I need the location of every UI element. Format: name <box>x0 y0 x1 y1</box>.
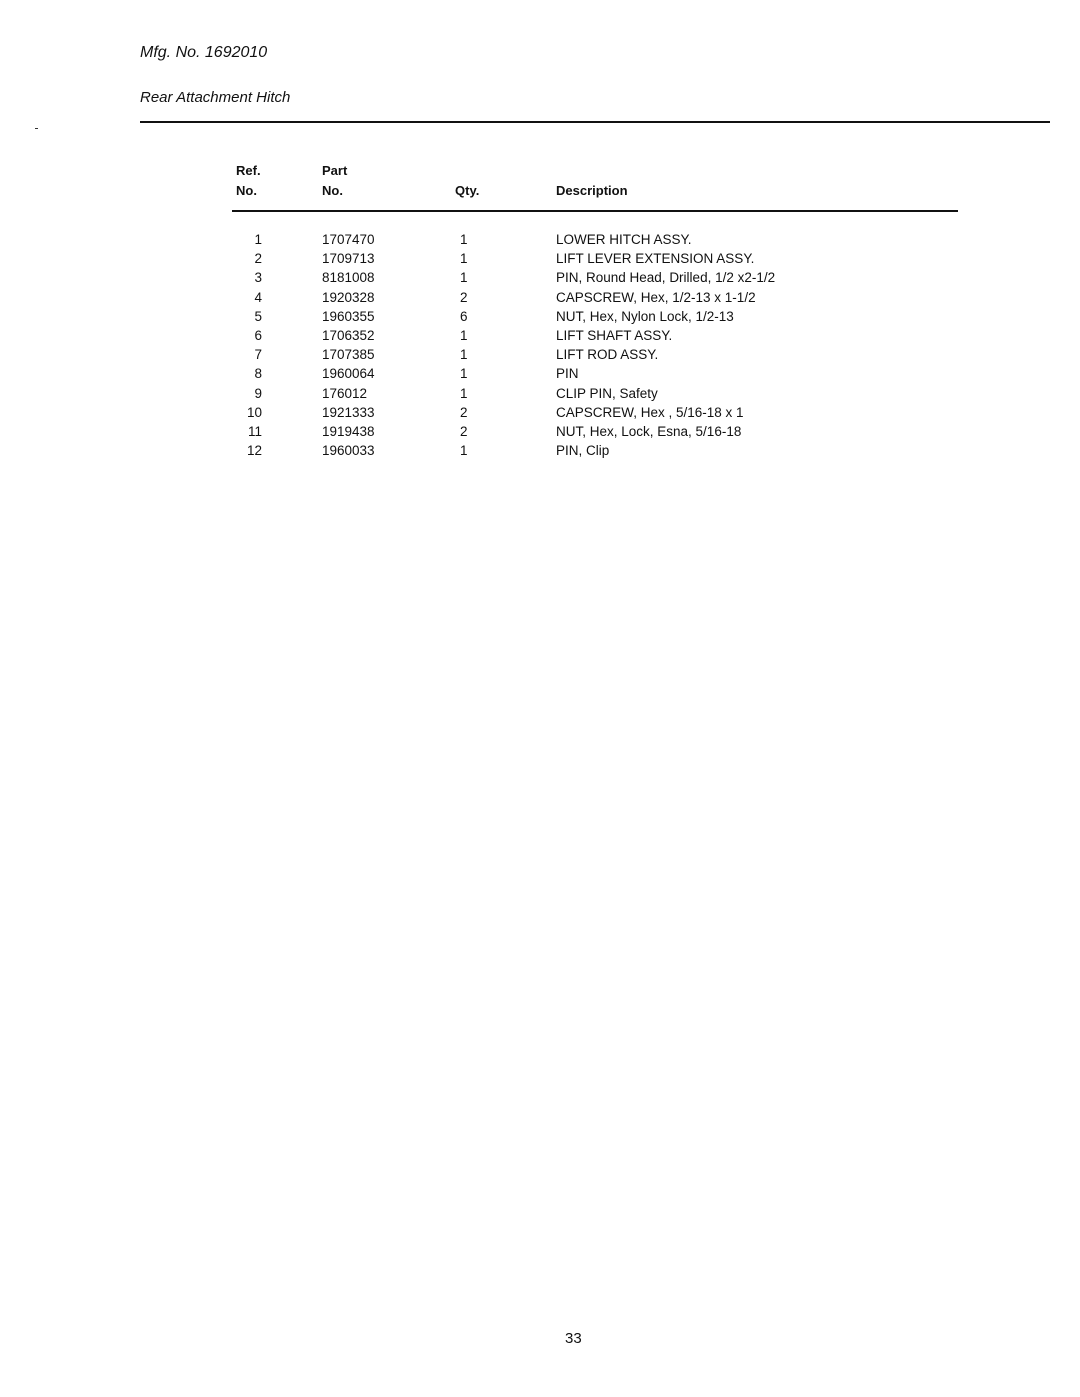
table-row <box>0 290 1080 309</box>
table-row <box>0 328 1080 347</box>
ref-number: 1 <box>254 232 262 247</box>
part-number: 1919438 <box>322 423 375 439</box>
description: NUT, Hex, Nylon Lock, 1/2-13 <box>556 308 734 324</box>
manufacturer-number: Mfg. No. 1692010 <box>140 44 268 61</box>
ref-number: 6 <box>254 327 262 343</box>
part-number: 1709713 <box>322 251 375 267</box>
description: PIN, Round Head, Drilled, 1/2 x2-1/2 <box>556 270 776 286</box>
table-row <box>0 405 1080 424</box>
description: LIFT SHAFT ASSY. <box>556 327 673 343</box>
ref-header-line1: Ref. <box>236 163 261 178</box>
table-row <box>0 309 1080 328</box>
quantity: 2 <box>460 404 468 420</box>
quantity: 1 <box>460 327 468 343</box>
page-number: 33 <box>565 1330 582 1347</box>
table-row <box>0 347 1080 366</box>
part-header-line2: No. <box>322 183 343 198</box>
part-number: 1706352 <box>322 327 375 343</box>
quantity: 1 <box>460 232 468 247</box>
ref-number: 11 <box>247 423 262 439</box>
part-number: 8181008 <box>322 270 375 286</box>
quantity: 1 <box>460 270 468 286</box>
description: CLIP PIN, Safety <box>556 385 658 401</box>
description: LIFT LEVER EXTENSION ASSY. <box>556 251 755 267</box>
header-divider <box>140 121 1050 123</box>
qty-header: Qty. <box>455 183 480 198</box>
part-number: 1921333 <box>322 404 375 420</box>
ref-number: 3 <box>254 270 262 286</box>
table-row <box>0 386 1080 405</box>
quantity: 6 <box>460 308 468 324</box>
ref-number: 4 <box>254 289 262 305</box>
description: LOWER HITCH ASSY. <box>556 232 692 247</box>
description: CAPSCREW, Hex, 1/2-13 x 1-1/2 <box>556 289 756 305</box>
ref-number: 7 <box>254 347 262 363</box>
ref-number: 8 <box>254 366 262 382</box>
quantity: 1 <box>460 366 468 382</box>
table-row <box>0 232 1080 251</box>
ref-number: 2 <box>254 251 262 267</box>
quantity: 2 <box>460 289 468 305</box>
part-header-line1: Part <box>322 163 348 178</box>
quantity: 1 <box>460 347 468 363</box>
table-row <box>0 251 1080 270</box>
description: CAPSCREW, Hex , 5/16-18 x 1 <box>556 404 744 420</box>
description: NUT, Hex, Lock, Esna, 5/16-18 <box>556 423 742 439</box>
quantity: 1 <box>460 251 468 267</box>
ref-number: 9 <box>254 385 262 401</box>
parts-table <box>0 232 1080 462</box>
quantity: 1 <box>460 443 468 459</box>
ref-header-line2: No. <box>236 183 257 198</box>
table-row <box>0 366 1080 385</box>
ref-number: 5 <box>254 308 262 324</box>
part-number: 1960355 <box>322 308 375 324</box>
description-header: Description <box>556 183 628 198</box>
description: LIFT ROD ASSY. <box>556 347 659 363</box>
table-row <box>0 443 1080 462</box>
ref-number: 12 <box>246 443 262 459</box>
part-number: 1960033 <box>322 443 375 459</box>
ref-number: 10 <box>246 404 262 420</box>
table-row <box>0 270 1080 289</box>
table-row <box>0 424 1080 443</box>
table-header-divider <box>232 210 958 212</box>
description: PIN, Clip <box>556 443 610 459</box>
part-number: 1707385 <box>322 347 375 363</box>
section-title: Rear Attachment Hitch <box>140 89 291 106</box>
part-number: 1960064 <box>322 366 375 382</box>
part-number: 1920328 <box>322 289 375 305</box>
description: PIN <box>556 366 579 382</box>
part-number: 1707470 <box>322 232 375 247</box>
part-number: 176012 <box>322 385 368 401</box>
quantity: 1 <box>460 385 468 401</box>
quantity: 2 <box>460 423 468 439</box>
margin-mark <box>35 128 38 129</box>
